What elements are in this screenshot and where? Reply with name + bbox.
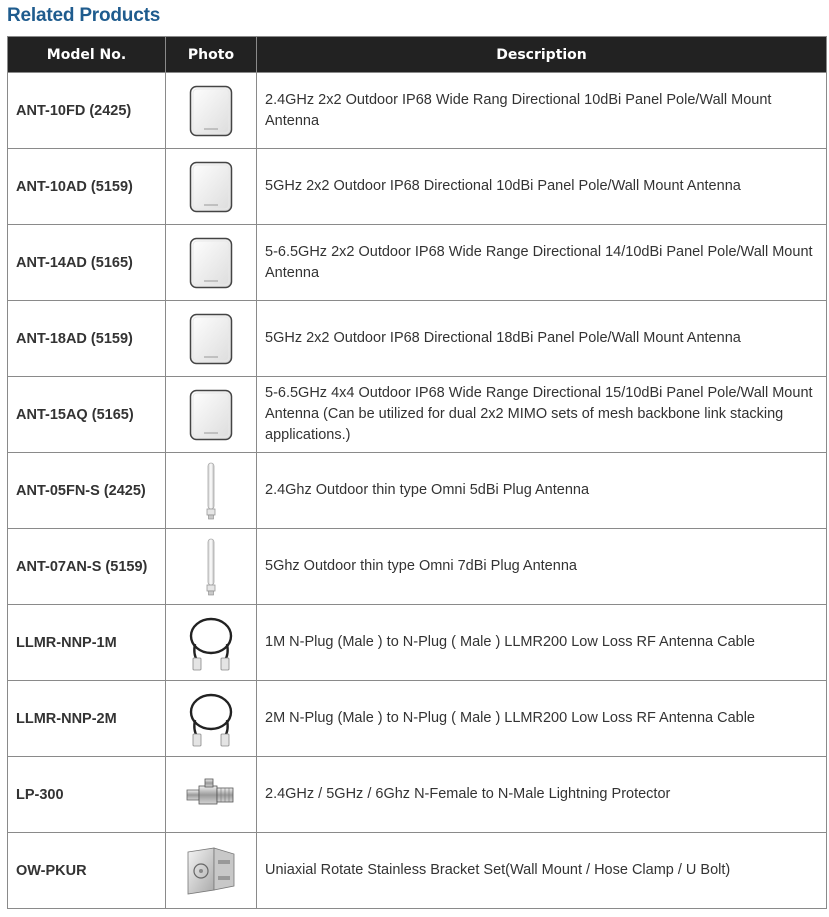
product-photo-cell	[166, 225, 257, 301]
column-header-description: Description	[257, 37, 827, 73]
model-number-cell: LP-300	[8, 757, 166, 833]
column-header-photo: Photo	[166, 37, 257, 73]
description-cell: 5-6.5GHz 4x4 Outdoor IP68 Wide Range Directional 15/10dBi Panel Pole/Wall Mount Antenna (Can be utilized for dual 2x2 MIMO sets of mesh backbone link stacking applications.)	[257, 377, 827, 453]
model-number-cell: ANT-18AD (5159)	[8, 301, 166, 377]
model-number-cell: ANT-15AQ (5165)	[8, 377, 166, 453]
omni-antenna-icon	[166, 538, 256, 596]
description-cell: 5GHz 2x2 Outdoor IP68 Directional 18dBi Panel Pole/Wall Mount Antenna	[257, 301, 827, 377]
table-row	[8, 833, 827, 909]
model-number-cell: ANT-07AN-S (5159)	[8, 529, 166, 605]
product-photo-cell	[166, 73, 257, 149]
panel-antenna-icon	[166, 161, 256, 213]
description-cell: 2M N-Plug (Male ) to N-Plug ( Male ) LLMR200 Low Loss RF Antenna Cable	[257, 681, 827, 757]
panel-antenna-icon	[166, 313, 256, 365]
panel-antenna-icon	[166, 237, 256, 289]
product-photo-cell	[166, 149, 257, 225]
description-cell: Uniaxial Rotate Stainless Bracket Set(Wall Mount / Hose Clamp / U Bolt)	[257, 833, 827, 909]
table-row	[8, 757, 827, 833]
model-number-cell: ANT-10FD (2425)	[8, 73, 166, 149]
panel-antenna-icon	[166, 389, 256, 441]
product-photo-cell	[166, 833, 257, 909]
rf-cable-icon	[166, 614, 256, 672]
product-photo-cell	[166, 757, 257, 833]
model-number-cell: ANT-14AD (5165)	[8, 225, 166, 301]
model-number-cell: LLMR-NNP-2M	[8, 681, 166, 757]
description-cell: 2.4GHz 2x2 Outdoor IP68 Wide Rang Directional 10dBi Panel Pole/Wall Mount Antenna	[257, 73, 827, 149]
table-row	[8, 149, 827, 225]
mount-bracket-icon	[166, 846, 256, 896]
lightning-protector-icon	[166, 775, 256, 815]
model-number-cell: ANT-10AD (5159)	[8, 149, 166, 225]
model-number-cell: ANT-05FN-S (2425)	[8, 453, 166, 529]
product-photo-cell	[166, 301, 257, 377]
table-row	[8, 225, 827, 301]
related-products-table	[7, 36, 827, 909]
table-header-row	[8, 37, 827, 73]
description-cell: 2.4GHz / 5GHz / 6Ghz N-Female to N-Male Lightning Protector	[257, 757, 827, 833]
description-cell: 1M N-Plug (Male ) to N-Plug ( Male ) LLMR200 Low Loss RF Antenna Cable	[257, 605, 827, 681]
table-row	[8, 73, 827, 149]
product-photo-cell	[166, 377, 257, 453]
product-photo-cell	[166, 605, 257, 681]
panel-antenna-icon	[166, 85, 256, 137]
description-cell: 2.4Ghz Outdoor thin type Omni 5dBi Plug Antenna	[257, 453, 827, 529]
model-number-cell: OW-PKUR	[8, 833, 166, 909]
rf-cable-icon	[166, 690, 256, 748]
table-row	[8, 529, 827, 605]
description-cell: 5Ghz Outdoor thin type Omni 7dBi Plug Antenna	[257, 529, 827, 605]
column-header-model: Model No.	[8, 37, 166, 73]
product-photo-cell	[166, 453, 257, 529]
table-row	[8, 605, 827, 681]
model-number-cell: LLMR-NNP-1M	[8, 605, 166, 681]
page-title: Related Products	[7, 5, 161, 26]
table-row	[8, 301, 827, 377]
table-row	[8, 681, 827, 757]
product-photo-cell	[166, 681, 257, 757]
table-row	[8, 453, 827, 529]
omni-antenna-icon	[166, 462, 256, 520]
table-row	[8, 377, 827, 453]
description-cell: 5GHz 2x2 Outdoor IP68 Directional 10dBi Panel Pole/Wall Mount Antenna	[257, 149, 827, 225]
description-cell: 5-6.5GHz 2x2 Outdoor IP68 Wide Range Directional 14/10dBi Panel Pole/Wall Mount Antenna	[257, 225, 827, 301]
product-photo-cell	[166, 529, 257, 605]
